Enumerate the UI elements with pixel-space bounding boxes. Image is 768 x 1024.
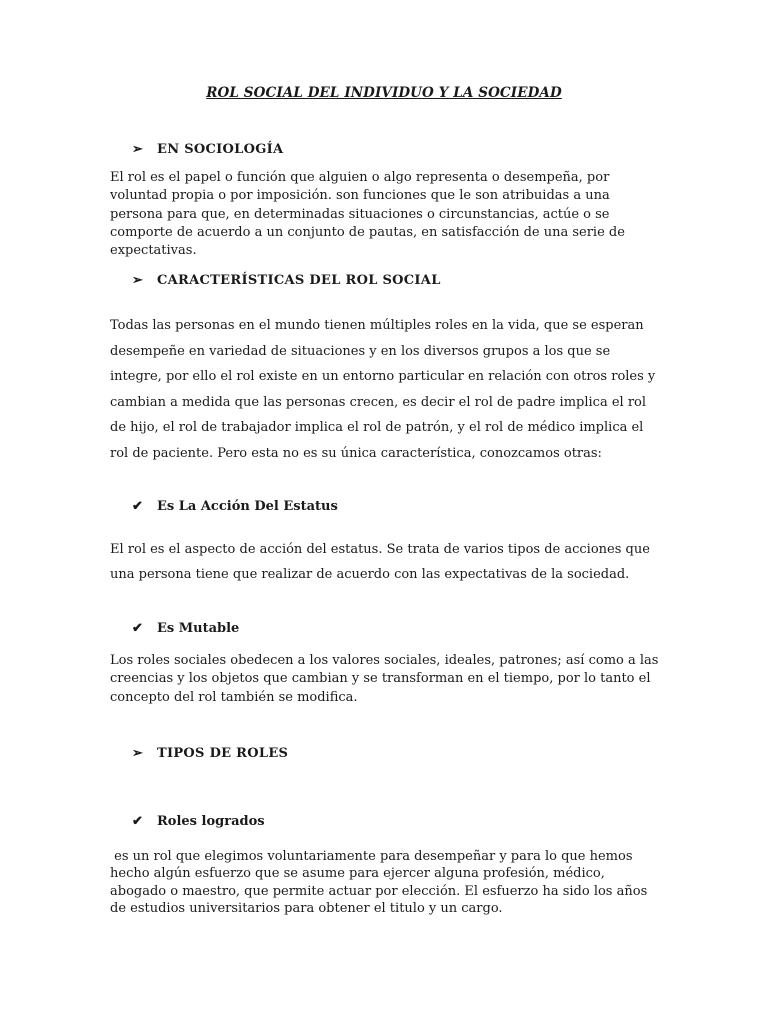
subheading-roles-logrados (132, 814, 265, 829)
checkmark-bullet-icon: ✔ (132, 621, 143, 636)
paragraph-roles-logrados: es un rol que elegimos voluntariamente para desempeñar y para lo que hemos hecho algún esfuerzo que se asume para ejercer alguna profesión, médico, abogado o maestro, que permite actuar por elección. El esfuerzo ha sido los años de estudios universitarios para obtener el titulo y un cargo. (110, 849, 652, 916)
heading-text: TIPOS DE ROLES (157, 746, 289, 761)
subheading-text: Es La Acción Del Estatus (157, 499, 338, 514)
heading-text: EN SOCIOLOGÍA (157, 142, 284, 157)
heading-text: CARACTERÍSTICAS DEL ROL SOCIAL (157, 273, 441, 288)
subheading-mutable (132, 621, 239, 636)
paragraph-caracteristicas: Todas las personas en el mundo tienen múltiples roles en la vida, que se esperan desempeñe en variedad de situaciones y en los diversos grupos a los que se integre, por ello el rol existe en un entorno particular en relación con otros roles y cambian a medida que las personas crecen, es decir el rol de padre implica el rol de hijo, el rol de trabajador implica el rol de patrón, y el rol de médico implica el rol de paciente. Pero esta no es su única característica, conozcamos otras: (110, 318, 656, 461)
paragraph-accion-estatus: El rol es el aspecto de acción del estatus. Se trata de varios tipos de acciones que una persona tiene que realizar de acuerdo con las expectativas de la sociedad. (110, 542, 650, 582)
arrow-bullet-icon: ➢ (132, 746, 144, 761)
section-heading-tipos (132, 746, 288, 761)
subheading-accion-estatus (132, 499, 338, 514)
arrow-bullet-icon: ➢ (132, 273, 144, 288)
document-title: ROL SOCIAL DEL INDIVIDUO Y LA SOCIEDAD (206, 85, 562, 101)
subheading-text: Es Mutable (157, 621, 240, 636)
checkmark-bullet-icon: ✔ (132, 499, 143, 514)
checkmark-bullet-icon: ✔ (132, 814, 143, 829)
arrow-bullet-icon: ➢ (132, 142, 144, 157)
paragraph-sociologia: El rol es el papel o función que alguien o algo representa o desempeña, por voluntad propia o por imposición. son funciones que le son atribuidas a una persona para que, en determinadas situaciones o circunstancias, actúe o se comporte de acuerdo a un conjunto de pautas, en satisfacción de una serie de expectativas. (110, 170, 625, 259)
paragraph-mutable: Los roles sociales obedecen a los valores sociales, ideales, patrones; así como a las creencias y los objetos que cambian y se transforman en el tiempo, por lo tanto el concepto del rol también se modifica. (110, 653, 659, 705)
section-heading-caracteristicas (132, 273, 441, 288)
subheading-text: Roles logrados (157, 814, 265, 829)
section-heading-sociologia (132, 142, 283, 157)
